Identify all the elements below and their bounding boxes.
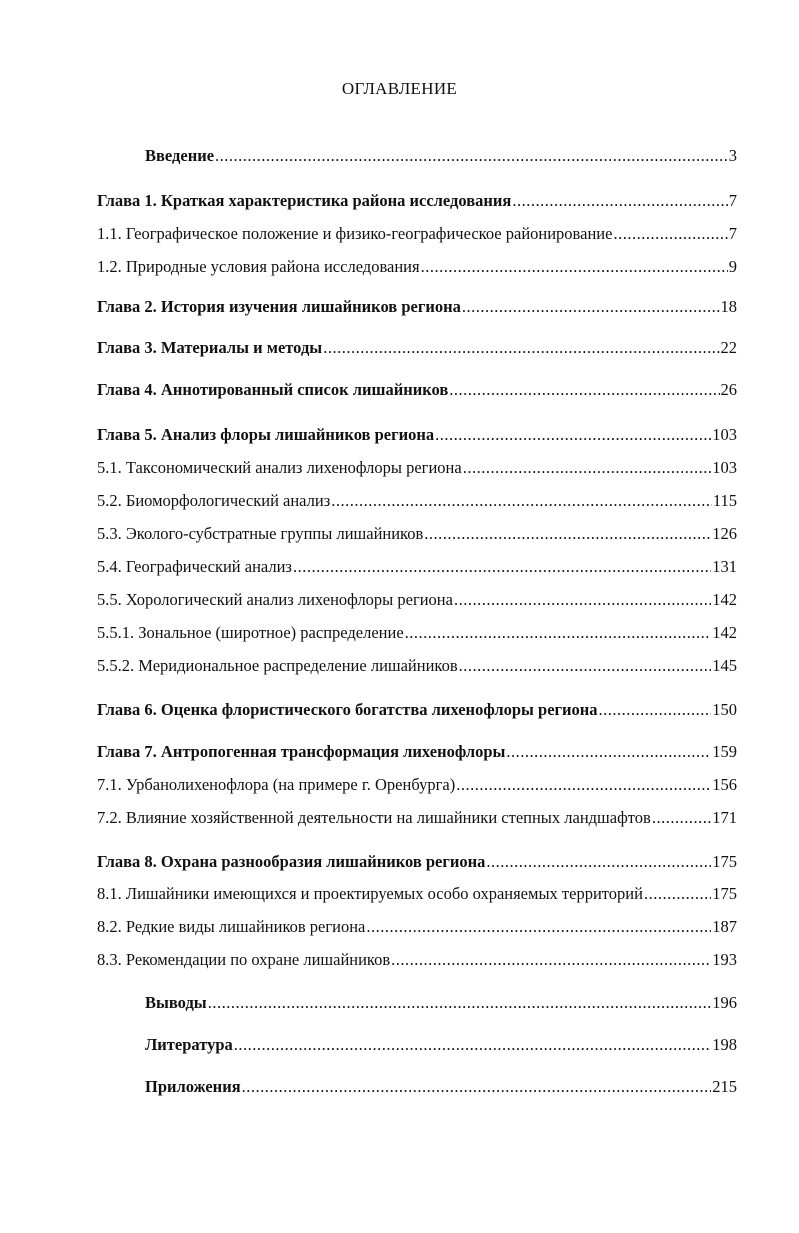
toc-entry-title: Введение bbox=[145, 146, 215, 165]
dot-leader bbox=[405, 622, 712, 644]
toc-entry-title: 5.1. Таксономический анализ лихенофлоры региона bbox=[97, 458, 462, 477]
toc-entry-page: 171 bbox=[712, 808, 737, 827]
dot-leader bbox=[599, 699, 712, 721]
toc-entry bbox=[97, 457, 737, 479]
dot-leader bbox=[486, 851, 711, 873]
toc-entry bbox=[145, 1076, 737, 1098]
dot-leader bbox=[421, 256, 728, 278]
toc-entry-title: 1.2. Природные условия района исследования bbox=[97, 257, 420, 276]
toc-entry-page: 103 bbox=[712, 458, 737, 477]
toc-entry-page: 193 bbox=[712, 950, 737, 969]
dot-leader bbox=[644, 883, 711, 905]
toc-entry bbox=[97, 883, 737, 905]
dot-leader bbox=[459, 655, 712, 677]
toc-entry-page: 156 bbox=[712, 775, 737, 794]
toc-entry-title: Глава 7. Антропогенная трансформация лихенофлоры bbox=[97, 742, 506, 761]
toc-entry bbox=[97, 337, 737, 359]
toc-entry bbox=[97, 655, 737, 677]
toc-entry bbox=[145, 145, 737, 167]
dot-leader bbox=[242, 1076, 712, 1098]
toc-entry-title: 7.1. Урбанолихенофлора (на примере г. Оренбурга) bbox=[97, 775, 456, 794]
toc-entry-title: Глава 4. Аннотированный список лишайников bbox=[97, 380, 449, 399]
dot-leader bbox=[391, 949, 711, 971]
toc-entry bbox=[97, 589, 737, 611]
toc-entry-title: 5.4. Географический анализ bbox=[97, 557, 292, 576]
toc-entry-title: 8.3. Рекомендации по охране лишайников bbox=[97, 950, 391, 969]
toc-entry-title: 5.5.1. Зональное (широтное) распределение bbox=[97, 623, 404, 642]
dot-leader bbox=[293, 556, 711, 578]
dot-leader bbox=[323, 337, 719, 359]
dot-leader bbox=[215, 145, 728, 167]
toc-entry-title: 8.1. Лишайники имеющихся и проектируемых особо охраняемых территорий bbox=[97, 884, 643, 903]
toc-entry bbox=[97, 523, 737, 545]
toc-entry-page: 187 bbox=[712, 917, 737, 936]
toc-entry-page: 142 bbox=[712, 623, 737, 642]
toc-entry bbox=[97, 296, 737, 318]
dot-leader bbox=[366, 916, 711, 938]
toc-entry-title: Глава 2. История изучения лишайников региона bbox=[97, 297, 461, 316]
toc-entry bbox=[97, 741, 737, 763]
toc-entry-page: 142 bbox=[712, 590, 737, 609]
toc-entry bbox=[97, 556, 737, 578]
toc-entry bbox=[145, 992, 737, 1014]
toc-entry-page: 150 bbox=[712, 700, 737, 719]
toc-entry-title: 8.2. Редкие виды лишайников региона bbox=[97, 917, 366, 936]
toc-entry-page: 159 bbox=[712, 742, 737, 761]
dot-leader bbox=[506, 741, 711, 763]
toc-entry bbox=[97, 424, 737, 446]
dot-leader bbox=[424, 523, 711, 545]
toc-entry bbox=[97, 190, 737, 212]
toc-entry-page: 145 bbox=[712, 656, 737, 675]
toc-entry-page: 3 bbox=[728, 146, 737, 165]
toc-entry-title: 5.2. Биоморфологический анализ bbox=[97, 491, 331, 510]
dot-leader bbox=[234, 1034, 711, 1056]
dot-leader bbox=[463, 457, 712, 479]
dot-leader bbox=[512, 190, 727, 212]
toc-entry bbox=[97, 807, 737, 829]
toc-entry-page: 115 bbox=[712, 491, 737, 510]
toc-entry-page: 126 bbox=[712, 524, 737, 543]
toc-entry bbox=[97, 949, 737, 971]
toc-entry-title: Глава 1. Краткая характеристика района исследования bbox=[97, 191, 512, 210]
dot-leader bbox=[652, 807, 711, 829]
toc-entry bbox=[97, 379, 737, 401]
toc-entry-page: 131 bbox=[712, 557, 737, 576]
toc-entry-title: Литература bbox=[145, 1035, 233, 1054]
toc-entry-page: 175 bbox=[712, 884, 737, 903]
toc-entry-page: 198 bbox=[712, 1035, 737, 1054]
dot-leader bbox=[456, 774, 711, 796]
toc-entry-title: Глава 6. Оценка флористического богатства лихенофлоры региона bbox=[97, 700, 598, 719]
toc-entry bbox=[145, 1034, 737, 1056]
toc-entry bbox=[97, 490, 737, 512]
dot-leader bbox=[208, 992, 712, 1014]
toc-entry-title: 5.3. Эколого-субстратные группы лишайников bbox=[97, 524, 424, 543]
toc-entry-page: 9 bbox=[728, 257, 737, 276]
toc-entry bbox=[97, 622, 737, 644]
toc-entry-title: Глава 3. Материалы и методы bbox=[97, 338, 323, 357]
toc-entry-page: 196 bbox=[712, 993, 737, 1012]
dot-leader bbox=[331, 490, 712, 512]
dot-leader bbox=[613, 223, 727, 245]
toc-entry bbox=[97, 223, 737, 245]
toc-entry-title: 5.5. Хорологический анализ лихенофлоры региона bbox=[97, 590, 453, 609]
toc-entry-title: 5.5.2. Меридиональное распределение лишайников bbox=[97, 656, 458, 675]
toc-entry-page: 7 bbox=[728, 224, 737, 243]
toc-entry-page: 22 bbox=[720, 338, 737, 357]
toc-entry bbox=[97, 699, 737, 721]
toc-entry-page: 175 bbox=[712, 852, 737, 871]
toc-entry-title: Глава 5. Анализ флоры лишайников региона bbox=[97, 425, 435, 444]
toc-entry-title: 1.1. Географическое положение и физико-географическое районирование bbox=[97, 224, 613, 243]
dot-leader bbox=[454, 589, 711, 611]
toc-entry bbox=[97, 774, 737, 796]
dot-leader bbox=[449, 379, 719, 401]
toc-entry-page: 18 bbox=[720, 297, 737, 316]
toc-entry-page: 7 bbox=[728, 191, 737, 210]
toc-entry bbox=[97, 851, 737, 873]
toc-entry bbox=[97, 916, 737, 938]
toc-entry-page: 26 bbox=[720, 380, 737, 399]
toc-entry-title: 7.2. Влияние хозяйственной деятельности на лишайники степных ландшафтов bbox=[97, 808, 651, 827]
toc-entry bbox=[97, 256, 737, 278]
toc-entry-title: Выводы bbox=[145, 993, 207, 1012]
toc-entry-title: Глава 8. Охрана разнообразия лишайников региона bbox=[97, 852, 486, 871]
toc-entry-page: 215 bbox=[712, 1077, 737, 1096]
toc-entry-page: 103 bbox=[712, 425, 737, 444]
dot-leader bbox=[462, 296, 720, 318]
page-title: ОГЛАВЛЕНИЕ bbox=[341, 79, 458, 98]
toc-entry-title: Приложения bbox=[145, 1077, 241, 1096]
dot-leader bbox=[435, 424, 711, 446]
